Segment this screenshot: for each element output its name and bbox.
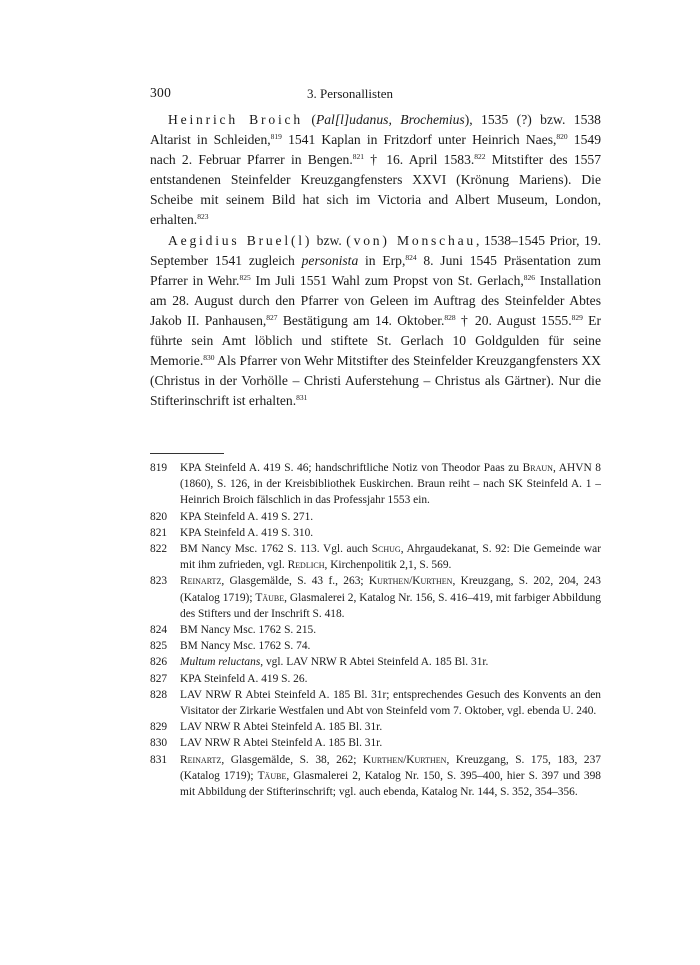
- text: † 16. April 1583.: [363, 152, 475, 168]
- footnote-text: KPA Steinfeld A. 419 S. 271.: [180, 510, 314, 523]
- footnote-text: KPA Steinfeld A. 419 S. 310.: [180, 526, 314, 539]
- alias-text: Pal[l]udanus, Brochemius: [315, 112, 465, 127]
- footnote-number: 828: [150, 688, 168, 701]
- footnote-ref[interactable]: 830: [203, 353, 215, 363]
- text: ), 1535 (?) bzw. 1538 Altarist in Schleiden,: [150, 112, 601, 148]
- footnote-number: 826: [150, 656, 168, 669]
- footnote-divider: [150, 453, 224, 454]
- text: Er führte sein Amt löblich und stiftete St. Gerlach 10 Goldgulden für seine Memorie.: [150, 312, 601, 369]
- text: 1541 Kaplan in Fritzdorf unter Heinrich Naes,: [281, 132, 557, 148]
- person-name: Heinrich Broich: [168, 112, 303, 127]
- footnote-text: BM Nancy Msc. 1762 S. 215.: [180, 624, 317, 637]
- text: 1549 nach 2. Februar Pfarrer in Bengen.: [150, 132, 601, 168]
- text: Im Juli 1551 Wahl zum Propst von St. Gerlach,: [250, 272, 524, 288]
- footnote-830: [150, 735, 601, 751]
- footnote-820: [150, 509, 601, 525]
- text: † 20. August 1555.: [455, 312, 572, 328]
- footnote-number: 821: [150, 526, 168, 539]
- footnote-ref[interactable]: 827: [266, 312, 278, 322]
- footnote-821: [150, 525, 601, 541]
- footnote-824: [150, 622, 601, 638]
- footnote-text: BM Nancy Msc. 1762 S. 74.: [180, 640, 311, 653]
- text: (: [302, 112, 316, 127]
- footnote-number: 830: [150, 737, 168, 750]
- footnote-ref[interactable]: 820: [556, 132, 568, 142]
- footnote-text: KPA Steinfeld A. 419 S. 26.: [180, 672, 308, 685]
- footnote-text: KPA Steinfeld A. 419 S. 46; handschriftliche Notiz von Theodor Paas zu Braun, AHVN 8 (1860), S. 126, in der Kreisbibliothek Euskirchen. Braun reiht – nach SK Steinfeld A. 1 – Heinrich Broich fälschlich in das Professjahr 1553 ein.: [180, 462, 601, 507]
- footnotes: [150, 460, 601, 800]
- text: in Erp,: [358, 252, 406, 268]
- footnote-number: 823: [150, 575, 168, 588]
- page-number: 300: [150, 85, 172, 100]
- text: Als Pfarrer von Wehr Mitstifter des Steinfelder Kreuzgangfensters XX (Christus in der Vorhölle – Christi Auferstehung – Christus als Gärtner). Nur die Stifterinschrift ist erhalten.: [150, 353, 601, 409]
- person-name: Aegidius Bruel(l): [168, 232, 313, 248]
- footnote-text: Reinartz, Glasgemälde, S. 43 f., 263; Kurthen/Kurthen, Kreuzgang, S. 202, 204, 243 (Katalog 1719); Täube, Glasmalerei 2, Katalog Nr. 156, S. 416–419, mit farbiger Abbildung des Stifters und der Inschrift S. 418.: [180, 575, 601, 620]
- footnote-825: [150, 638, 601, 654]
- footnote-number: 819: [150, 462, 168, 474]
- footnote-ref[interactable]: 822: [474, 152, 486, 162]
- footnote-829: [150, 719, 601, 735]
- footnote-ref[interactable]: 831: [296, 393, 308, 403]
- text: Bestätigung am 14. Oktober.: [277, 312, 445, 328]
- footnote-text: LAV NRW R Abtei Steinfeld A. 185 Bl. 31r.: [180, 737, 383, 750]
- footnote-819: [150, 460, 601, 509]
- entry-heinrich-broich: [150, 110, 601, 231]
- footnote-text: Reinartz, Glasgemälde, S. 38, 262; Kurthen/Kurthen, Kreuzgang, S. 175, 183, 237 (Katalog 1719); Täube, Glasmalerei 2, Katalog Nr. 150, S. 395–400, hier S. 397 und 398 mit Abbildung der Stifterinschrift; vgl. auch ebenda, Katalog Nr. 144, S. 352, 354–356.: [180, 753, 601, 799]
- footnote-ref[interactable]: 828: [444, 312, 456, 322]
- footnote-ref[interactable]: 826: [523, 272, 536, 282]
- text: Installation am 28. August durch den Pfarrer von Geleen im Auftrag des Steinfelder Abtes Jakob II. Panhausen,: [150, 272, 602, 328]
- footnote-827: [150, 671, 601, 687]
- main-text: [150, 110, 601, 411]
- footnote-text: LAV NRW R Abtei Steinfeld A. 185 Bl. 31r; entsprechendes Gesuch des Konvents an den Visitator der Zirkarie Westfalen und Abt von Steinfeld vom 7. Oktober, vgl. ebenda U. 240.: [180, 688, 601, 718]
- footnote-826: [150, 654, 601, 670]
- footnote-ref[interactable]: 821: [352, 152, 364, 162]
- footnote-ref[interactable]: 823: [197, 212, 209, 222]
- footnote-ref[interactable]: 825: [239, 272, 251, 282]
- entry-aegidius-bruell: [150, 231, 601, 412]
- footnote-text: BM Nancy Msc. 1762 S. 113. Vgl. auch Schug, Ahrgaudekanat, S. 92: Die Gemeinde war mit ihm zufrieden, vgl. Redlich, Kirchenpolitik 2,1, S. 569.: [180, 543, 602, 572]
- text: Mitstifter des 1557 entstandenen Steinfelder Kreuzgangfensters XXVI (Krönung Mariens). Die Scheibe mit seinem Bild hat sich im Victoria and Albert Museum, London, erhalten.: [150, 152, 602, 228]
- footnote-ref[interactable]: 819: [270, 132, 282, 142]
- footnote-number: 824: [150, 624, 168, 637]
- text: 8. Juni 1545 Präsentation zum Pfarrer in Wehr.: [150, 252, 601, 288]
- footnote-number: 822: [150, 543, 168, 556]
- footnote-828: [150, 687, 601, 719]
- footnote-number: 827: [150, 672, 168, 685]
- text: bzw.: [312, 232, 347, 248]
- footnote-822: [150, 541, 601, 573]
- italic-term: personista: [301, 252, 359, 268]
- footnote-823: [150, 573, 601, 622]
- footnote-ref[interactable]: 829: [571, 312, 583, 322]
- person-name-alt: (von) Monschau: [346, 232, 476, 248]
- running-head: 3. Personallisten: [307, 86, 393, 101]
- footnote-number: 831: [150, 753, 168, 766]
- footnote-text: Multum reluctans, vgl. LAV NRW R Abtei Steinfeld A. 185 Bl. 31r.: [180, 656, 489, 669]
- footnote-text: LAV NRW R Abtei Steinfeld A. 185 Bl. 31r.: [180, 721, 383, 734]
- footnote-831: [150, 752, 601, 801]
- footnote-ref[interactable]: 824: [405, 252, 417, 262]
- footnote-number: 825: [150, 640, 168, 653]
- footnote-number: 820: [150, 510, 168, 523]
- text: , 1538–1545 Prior, 19. September 1541 zugleich: [150, 232, 601, 268]
- footnote-number: 829: [150, 721, 168, 734]
